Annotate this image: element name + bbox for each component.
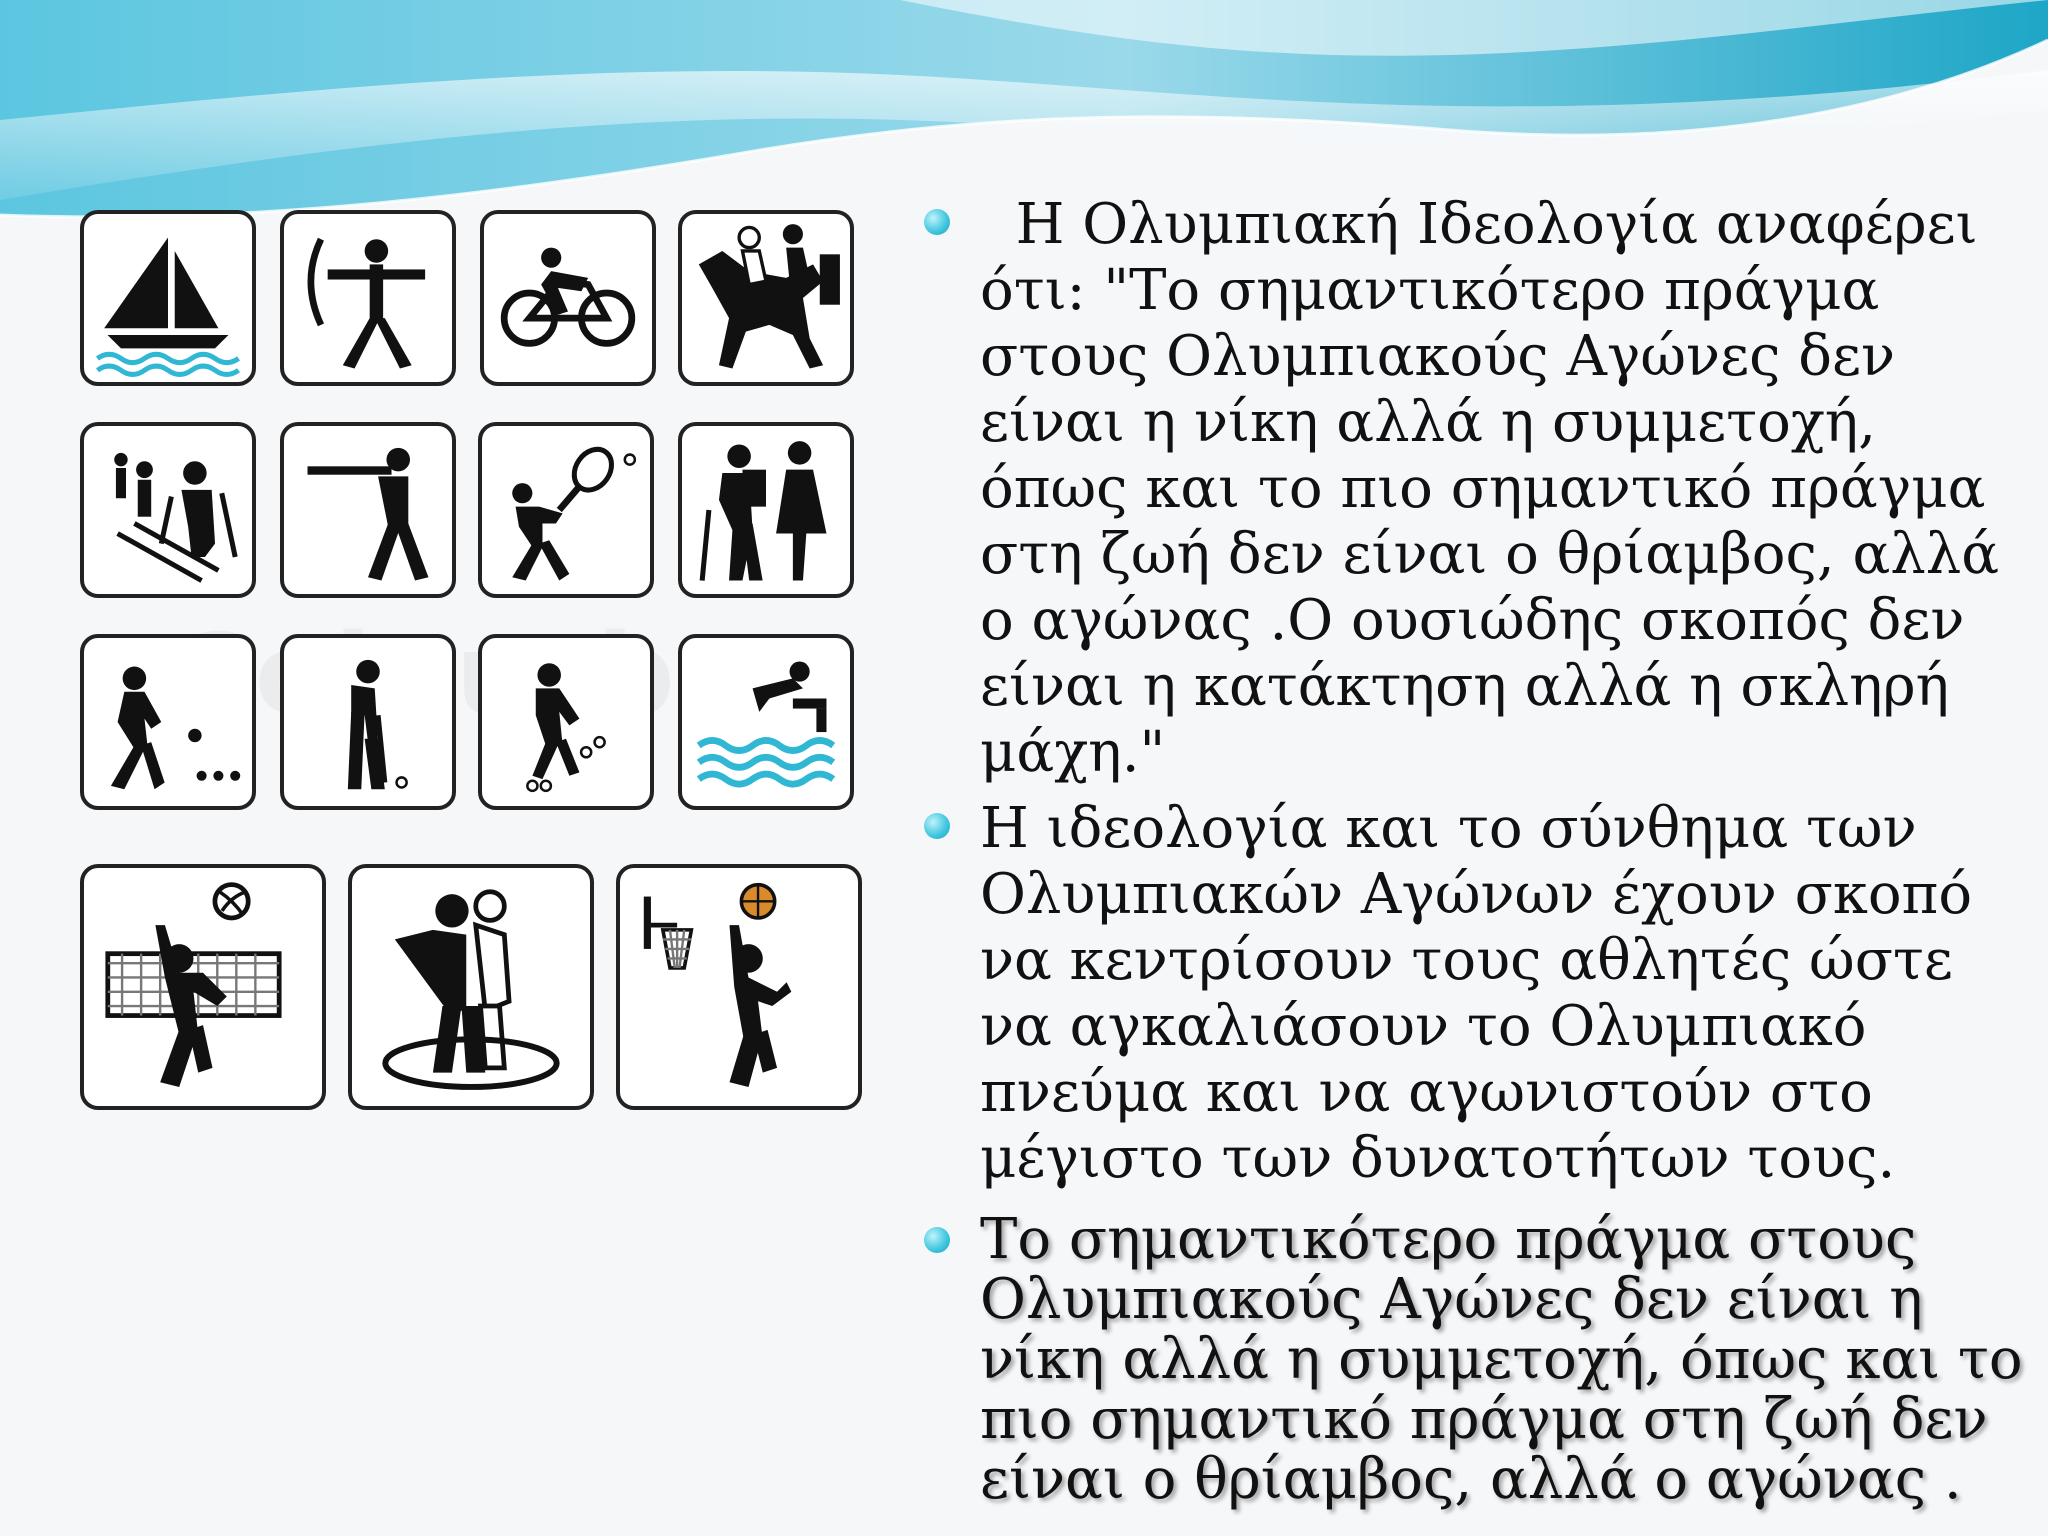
bullet-item bbox=[920, 796, 2030, 1192]
roller-skating-icon bbox=[478, 634, 654, 810]
diving-icon bbox=[678, 634, 854, 810]
bullet-dot-icon bbox=[924, 1227, 950, 1253]
cross-country-skiing-icon bbox=[80, 422, 256, 598]
bullet-text: Η Ολυμπιακή Ιδεολογία αναφέρει ότι: "Το σημαντικότερο πράγμα στους Ολυμπιακούς Αγώνες δεν είναι η νίκη αλλά η συμμετοχή, όπως και το πιο σημαντικό πράγμα στη ζωή δεν είναι ο θρίαμβος, αλλά ο αγώνας .Ο ουσιώδης σκοπός δεν είναι η κατάκτηση αλλά η σκληρή μάχη." bbox=[980, 192, 2017, 785]
bullet-dot-icon bbox=[924, 209, 950, 235]
bullet-text: Η ιδεολογία και το σύνθημα των Ολυμπιακών Αγώνων έχουν σκοπό να κεντρίσουν τους αθλητές ώστε να αγκαλιάσουν το Ολυμπιακό πνεύμα και να αγωνιστούν στο μέγιστο των δυνατοτήτων τους. bbox=[980, 796, 1973, 1191]
wrestling-icon bbox=[348, 864, 594, 1110]
shooting-icon bbox=[280, 422, 456, 598]
golf-icon bbox=[280, 634, 456, 810]
bullet-text: Το σημαντικότερο πράγμα στους Ολυμπιακούς Αγώνες δεν είναι η νίκη αλλά η συμμετοχή, όπως και το πιο σημαντικό πράγμα στη ζωή δεν είναι ο θρίαμβος, αλλά ο αγώνας . bbox=[980, 1207, 2023, 1512]
basketball-icon bbox=[616, 864, 862, 1110]
sport-pictogram-grid bbox=[70, 200, 870, 1120]
bullet-dot-icon bbox=[924, 813, 950, 839]
hiking-icon bbox=[678, 422, 854, 598]
bowling-icon bbox=[80, 634, 256, 810]
sailing-icon bbox=[80, 210, 256, 386]
bullet-item bbox=[920, 192, 2030, 786]
equestrian-icon bbox=[678, 210, 854, 386]
archery-icon bbox=[280, 210, 456, 386]
tennis-icon bbox=[478, 422, 654, 598]
bullet-list bbox=[920, 192, 2030, 1520]
bullet-item bbox=[920, 1207, 2030, 1512]
cycling-icon bbox=[480, 210, 656, 386]
volleyball-icon bbox=[80, 864, 326, 1110]
